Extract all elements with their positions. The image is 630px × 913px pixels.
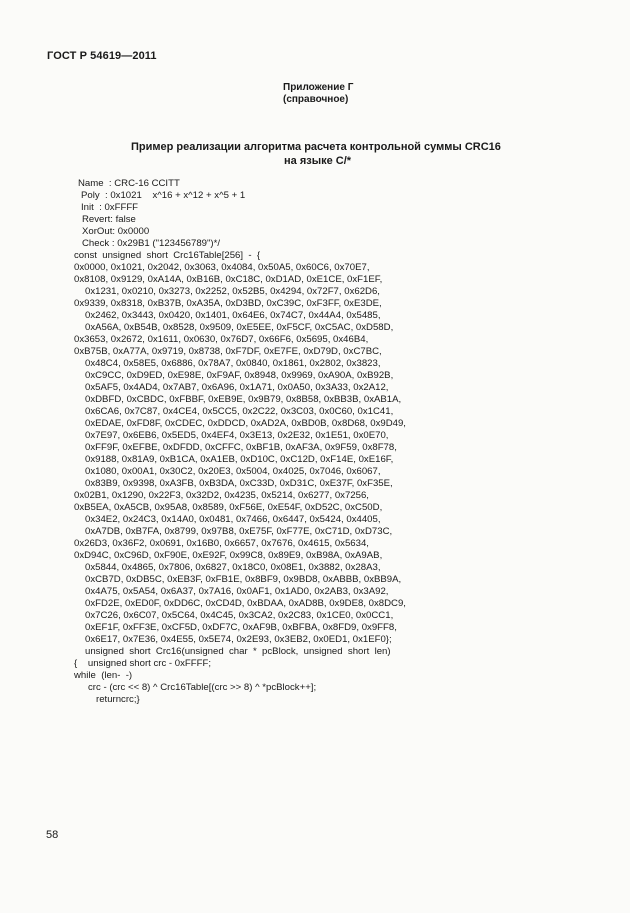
code-line: 0x9188, 0x81A9, 0xB1CA, 0xA1EB, 0xD10C, 0xC12D, 0xF14E, 0xE16F, <box>85 454 394 465</box>
code-line: 0xEDAE, 0xFD8F, 0xCDEC, 0xDDCD, 0xAD2A, 0xBD0B, 0x8D68, 0x9D49, <box>85 418 406 429</box>
appendix-title: Приложение Г <box>283 82 354 93</box>
code-line: while (len- -) <box>74 670 133 681</box>
code-line: crc - (crc << 8) ^ Crc16Table[(crc >> 8) ^ *pcBlock++]; <box>88 682 317 693</box>
code-line: 0x26D3, 0x36F2, 0x0691, 0x16B0, 0x6657, 0x7676, 0x4615, 0x5634, <box>74 538 369 549</box>
code-line: 0x7E97, 0x6EB6, 0x5ED5, 0x4EF4, 0x3E13, 0x2E32, 0x1E51, 0x0E70, <box>85 430 389 441</box>
page-number: 58 <box>46 829 59 841</box>
code-line: XorOut: 0x0000 <box>82 226 150 237</box>
code-line: 0xA56A, 0xB54B, 0x8528, 0x9509, 0xE5EE, 0xF5CF, 0xC5AC, 0xD58D, <box>85 322 394 333</box>
code-line: 0x4A75, 0x5A54, 0x6A37, 0x7A16, 0x0AF1, 0x1AD0, 0x2AB3, 0x3A92, <box>85 586 389 597</box>
section-title-line-1: Пример реализации алгоритма расчета контрольной суммы CRC16 <box>131 141 501 153</box>
code-line: 0x2462, 0x3443, 0x0420, 0x1401, 0x64E6, 0x74C7, 0x44A4, 0x5485, <box>85 310 381 321</box>
code-line: Revert: false <box>82 214 136 225</box>
code-line: 0x1231, 0x0210, 0x3273, 0x2252, 0x52B5, 0x4294, 0x72F7, 0x62D6, <box>85 286 380 297</box>
code-line: 0xEF1F, 0xFF3E, 0xCF5D, 0xDF7C, 0xAF9B, 0xBFBA, 0x8FD9, 0x9FF8, <box>85 622 397 633</box>
code-line: returncrc;} <box>96 694 140 705</box>
code-line: Init : 0xFFFF <box>81 202 139 213</box>
code-line: 0xFD2E, 0xED0F, 0xDD6C, 0xCD4D, 0xBDAA, 0xAD8B, 0x9DE8, 0x8DC9, <box>85 598 406 609</box>
section-title-line-2: на языке С/* <box>284 155 352 167</box>
appendix-subtitle: (справочное) <box>283 94 349 105</box>
code-line: 0xFF9F, 0xEFBE, 0xDFDD, 0xCFFC, 0xBF1B, 0xAF3A, 0x9F59, 0x8F78, <box>85 442 397 453</box>
code-line: 0x5AF5, 0x4AD4, 0x7AB7, 0x6A96, 0x1A71, 0x0A50, 0x3A33, 0x2A12, <box>85 382 389 393</box>
code-line: 0xB5EA, 0xA5CB, 0x95A8, 0x8589, 0xF56E, 0xE54F, 0xD52C, 0xC50D, <box>74 502 383 513</box>
code-line: 0x0000, 0x1021, 0x2042, 0x3063, 0x4084, 0x50A5, 0x60C6, 0x70E7, <box>74 262 370 273</box>
standard-number: ГОСТ Р 54619—2011 <box>47 50 157 62</box>
code-line: 0xD94C, 0xC96D, 0xF90E, 0xE92F, 0x99C8, 0x89E9, 0xB98A, 0xA9AB, <box>74 550 383 561</box>
code-line: 0x48C4, 0x58E5, 0x6886, 0x78A7, 0x0840, 0x1861, 0x2802, 0x3823, <box>85 358 381 369</box>
code-line: 0x8108, 0x9129, 0xA14A, 0xB16B, 0xC18C, 0xD1AD, 0xE1CE, 0xF1EF, <box>74 274 383 285</box>
code-line: 0xCB7D, 0xDB5C, 0xEB3F, 0xFB1E, 0x8BF9, 0x9BD8, 0xABBB, 0xBB9A, <box>85 574 402 585</box>
code-line: 0x5844, 0x4865, 0x7806, 0x6827, 0x18C0, 0x08E1, 0x3882, 0x28A3, <box>85 562 381 573</box>
code-line: { unsigned short crc - 0xFFFF; <box>74 658 212 669</box>
code-line: Check : 0x29B1 ("123456789")*/ <box>82 238 221 249</box>
code-line: 0x3653, 0x2672, 0x1611, 0x0630, 0x76D7, 0x66F6, 0x5695, 0x46B4, <box>74 334 369 345</box>
code-line: 0x9339, 0x8318, 0xB37B, 0xA35A, 0xD3BD, 0xC39C, 0xF3FF, 0xE3DE, <box>74 298 382 309</box>
code-line: 0xB75B, 0xA77A, 0x9719, 0x8738, 0xF7DF, 0xE7FE, 0xD79D, 0xC7BC, <box>74 346 382 357</box>
code-line: 0x6CA6, 0x7C87, 0x4CE4, 0x5CC5, 0x2C22, 0x3C03, 0x0C60, 0x1C41, <box>85 406 394 417</box>
code-line: Poly : 0x1021 x^16 + x^12 + x^5 + 1 <box>81 190 246 201</box>
code-line: 0x7C26, 0x6C07, 0x5C64, 0x4C45, 0x3CA2, 0x2C83, 0x1CE0, 0x0CC1, <box>85 610 394 621</box>
code-line: 0x02B1, 0x1290, 0x22F3, 0x32D2, 0x4235, 0x5214, 0x6277, 0x7256, <box>74 490 369 501</box>
code-line: 0x83B9, 0x9398, 0xA3FB, 0xB3DA, 0xC33D, 0xD31C, 0xE37F, 0xF35E, <box>85 478 393 489</box>
code-line: Name : CRC-16 CCITT <box>78 178 180 189</box>
code-line: 0x34E2, 0x24C3, 0x14A0, 0x0481, 0x7466, 0x6447, 0x5424, 0x4405, <box>85 514 381 525</box>
code-line: unsigned short Crc16(unsigned char * pcBlock, unsigned short len) <box>85 646 391 657</box>
code-line: 0x6E17, 0x7E36, 0x4E55, 0x5E74, 0x2E93, 0x3EB2, 0x0ED1, 0x1EF0}; <box>85 634 392 645</box>
code-line: 0xDBFD, 0xCBDC, 0xFBBF, 0xEB9E, 0x9B79, 0x8B58, 0xBB3B, 0xAB1A, <box>85 394 402 405</box>
code-line: const unsigned short Crc16Table[256] - { <box>74 250 261 261</box>
code-line: 0xC9CC, 0xD9ED, 0xE98E, 0xF9AF, 0x8948, 0x9969, 0xA90A, 0xB92B, <box>85 370 394 381</box>
code-line: 0xA7DB, 0xB7FA, 0x8799, 0x97B8, 0xE75F, 0xF77E, 0xC71D, 0xD73C, <box>85 526 393 537</box>
code-line: 0x1080, 0x00A1, 0x30C2, 0x20E3, 0x5004, 0x4025, 0x7046, 0x6067, <box>85 466 381 477</box>
